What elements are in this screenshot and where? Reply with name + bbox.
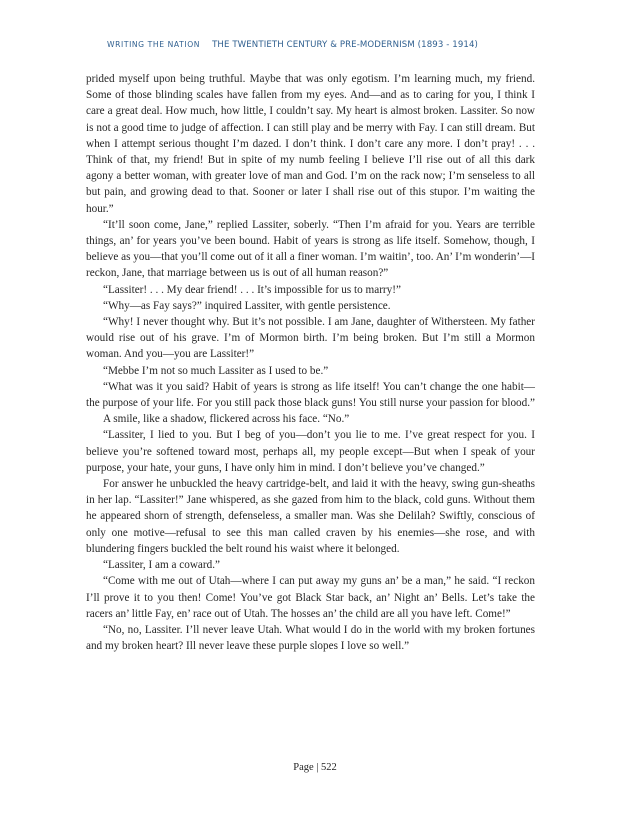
- page-number: 522: [321, 762, 337, 773]
- page-footer: [0, 762, 630, 773]
- running-header: [107, 40, 537, 50]
- paragraph: “Lassiter, I lied to you. But I beg of you—don’t you lie to me. I’ve great respect for you. I believe you’re softened toward most, perhaps all, my people except—But when I speak of your purpose, your hate, your guns, I have only him in mind. I don’t believe you’ve changed.”: [86, 429, 535, 474]
- paragraph: “Why! I never thought why. But it’s not possible. I am Jane, daughter of Withersteen. My father would rise out of his grave. I’m of Mormon birth. I’m being broken. But I’m still a Mormon woman. And you—you are Lassiter!”: [86, 316, 535, 361]
- page-separator: |: [316, 762, 319, 773]
- paragraph: “It’ll soon come, Jane,” replied Lassiter, soberly. “Then I’m afraid for you. Years are terrible things, an’ for years you’ve been bound. Habit of years is strong as life itself. Somehow, though, I believe as you—that you’ll come out of it all a finer woman. I’m waitin’, too. An’ I’m wonderin’—I reckon, Jane, that marriage between us is out of all human reason?”: [86, 218, 535, 280]
- paragraph: “No, no, Lassiter. I’ll never leave Utah. What would I do in the world with my broken fortunes and my broken heart? Ill never leave these purple slopes I love so well.”: [86, 623, 535, 653]
- header-title: THE TWENTIETH CENTURY & PRE-MODERNISM (1893 - 1914): [212, 40, 478, 50]
- paragraph: “What was it you said? Habit of years is strong as life itself! You can’t change the one habit—the purpose of your life. For you still pack those black guns! You still nurse your passion for blood.”: [86, 380, 536, 410]
- header-series: WRITING THE NATION: [107, 40, 201, 49]
- body-text: [86, 71, 535, 654]
- page-label: Page: [293, 762, 314, 773]
- paragraph: For answer he unbuckled the heavy cartridge-belt, and laid it with the heavy, swing gun-sheaths in her lap. “Lassiter!” Jane whispered, as she gazed from him to the black, cold guns. Without them he appeared shorn of strength, defenseless, a smaller man. Was she Delilah? Swiftly, conscious of only one motive—refusal to see this man called craven by his enemies—she rose, and with blundering fingers buckled the belt round his waist where it belonged.: [86, 478, 535, 555]
- paragraph: “Come with me out of Utah—where I can put away my guns an’ be a man,” he said. “I reckon I’ll prove it to you then! Come! You’ve got Black Star back, an’ Night an’ Bells. Let’s take the racers an’ little Fay, en’ race out of Utah. The hosses an’ the child are all you have left. Come!”: [86, 575, 535, 620]
- paragraph: “Why—as Fay says?” inquired Lassiter, with gentle persistence.: [103, 299, 391, 312]
- paragraph: “Lassiter, I am a coward.”: [103, 559, 220, 572]
- paragraph: “Mebbe I’m not so much Lassiter as I used to be.”: [103, 364, 329, 377]
- paragraph: prided myself upon being truthful. Maybe that was only egotism. I’m learning much, my friend. Some of those blinding scales have fallen from my eyes. And—and as to caring for you, I think I care a great deal. How much, how little, I couldn’t say. My heart is almost broken. Lassiter. So now is not a good time to judge of affection. I can still play and be merry with Fay. I can still dream. But when I attempt serious thought I’m dazed. I don’t think. I don’t care any more. I don’t pray! . . . Think of that, my friend! But in spite of my numb feeling I believe I’ll rise out of all this dark agony a better woman, with greater love of man and God. I’m on the rack now; I’m senseless to all but pain, and growing dead to that. Sooner or later I shall rise out of this stupor. I’m waiting the hour.”: [86, 73, 535, 215]
- paragraph: “Lassiter! . . . My dear friend! . . . It’s impossible for us to marry!”: [103, 283, 401, 296]
- paragraph: A smile, like a shadow, flickered across his face. “No.”: [103, 413, 350, 426]
